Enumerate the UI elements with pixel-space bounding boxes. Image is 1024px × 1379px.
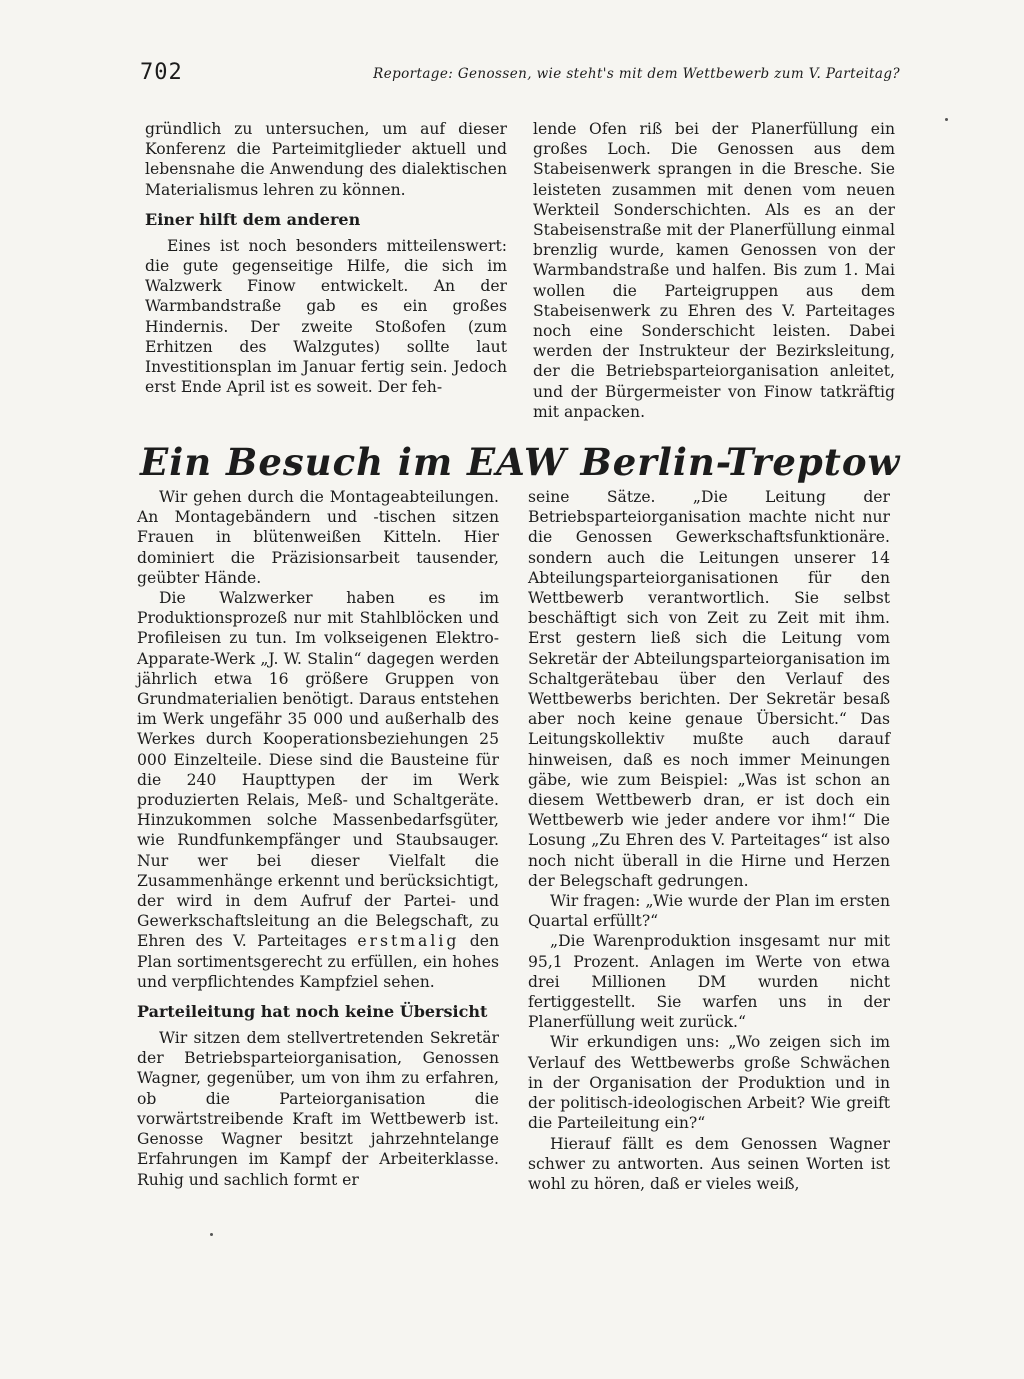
paragraph: Wir sitzen dem stellvertretenden Sekretär der Betriebsparteiorganisation, Genossen Wagner, gegenüber, um von ihm zu erfahren, ob die Parteiorganisation die vorwärtstreibende Kraft im Wettbewerb ist. Genosse Wagner besitzt jahrzehntelange Erfahrungen im Kampf der Arbeiterklasse. Ruhig und sachlich formt er: [137, 1029, 499, 1189]
section-heading: Parteileitung hat noch keine Übersicht: [137, 1002, 488, 1022]
bottom-left-column: [137, 487, 499, 1190]
paragraph: [137, 588, 499, 992]
top-left-column: [145, 119, 507, 397]
running-title: Reportage: Genossen, wie steht's mit dem Wettbewerb zum V. Parteitag?: [373, 66, 900, 82]
paragraph: „Die Warenproduktion insgesamt nur mit 95,1 Prozent. Anlagen im Werte von etwa drei Millionen DM wurden nicht fertiggestellt. Sie warfen uns in der Planerfüllung weit zurück.“: [528, 932, 890, 1032]
paragraph: Eines ist noch besonders mitteilenswert: die gute gegenseitige Hilfe, die sich im Walzwerk Finow entwickelt. An der Warmbandstraße gab es ein großes Hindernis. Der zweite Stoßofen (zum Erhitzen des Walzgutes) sollte laut Investitionsplan im Januar fertig sein. Jedoch erst Ende April ist es soweit. Der feh-: [145, 236, 507, 397]
print-speck: [210, 1233, 213, 1236]
top-right-column: [533, 119, 895, 422]
running-header: [140, 60, 900, 90]
paragraph: seine Sätze. „Die Leitung der Betriebsparteiorganisation machte nicht nur die Genossen Gewerkschaftsfunktionäre. sondern auch die Leitungen unserer 14 Abteilungsparteiorganisationen für den Wettbewerb verantwortlich. Sie selbst beschäftigt sich von Zeit zu Zeit mit ihm. Erst gestern ließ sich die Leitung vom Sekretär der Abteilungsparteiorganisation im Schaltgerätebau über den Verlauf des Wettbewerbs berichten. Der Sekretär besaß aber noch keine genaue Übersicht.“ Das Leitungskollektiv mußte auch darauf hinweisen, daß es noch immer Meinungen gäbe, wie zum Beispiel: „Was ist schon an diesem Wettbewerb dran, er ist doch ein Wettbewerb wie jeder andere vor ihm!“ Die Losung „Zu Ehren des V. Parteitages“ ist also noch nicht überall in die Hirne und Herzen der Belegschaft gedrungen.: [528, 488, 890, 890]
paragraph: Wir fragen: „Wie wurde der Plan im ersten Quartal erfüllt?“: [528, 892, 890, 931]
paragraph: lende Ofen riß bei der Planerfüllung ein großes Loch. Die Genossen aus dem Stabeisenwerk sprangen in die Bresche. Sie leisteten zusammen mit denen vom neuen Werkteil Sonderschichten. Als es an der Stabeisenstraße mit der Planerfüllung einmal brenzlig wurde, kamen Genossen von der Warmbandstraße und halfen. Bis zum 1. Mai wollen die Parteigruppen aus dem Stabeisenwerk zu Ehren des V. Parteitages noch eine Sonderschicht leisten. Dabei werden der Instrukteur der Bezirksleitung, der die Betriebsparteiorganisation anleitet, und der Bürgermeister von Finow tatkräftig mit anpacken.: [533, 120, 895, 421]
bottom-right-column: [528, 487, 890, 1194]
paragraph: Wir erkundigen uns: „Wo zeigen sich im Verlauf des Wettbewerbs große Schwächen in der Organisation der Produktion und in der politisch-ideologischen Arbeit? Wie greift die Parteileitung ein?“: [528, 1033, 890, 1133]
paragraph: Hierauf fällt es dem Genossen Wagner schwer zu antworten. Aus seinen Worten ist wohl zu hören, daß er vieles weiß,: [528, 1134, 890, 1193]
paragraph: gründlich zu untersuchen, um auf dieser Konferenz die Parteimitglieder aktuell und lebensnahe die Anwendung des dialektischen Materialismus lehren zu können.: [145, 120, 507, 199]
emphasized-word: erstmalig: [357, 932, 460, 951]
section-heading: Einer hilft dem anderen: [145, 209, 361, 229]
text-run: den Plan sortimentsgerecht zu erfüllen, ein hohes und verpflichtendes Kampfziel sehen.: [137, 932, 499, 991]
page-number: 702: [140, 60, 183, 85]
article-headline: Ein Besuch im EAW Berlin-Treptow: [140, 440, 901, 484]
print-speck: [945, 118, 948, 121]
paragraph: Wir gehen durch die Montageabteilungen. An Montagebändern und -tischen sitzen Frauen in blütenweißen Kitteln. Hier dominiert die Präzisionsarbeit tausender, geübter Hände.: [137, 488, 499, 587]
text-run: Die Walzwerker haben es im Produktionsprozeß nur mit Stahlblöcken und Profileisen zu tun. Im volkseigenen Elektro-Apparate-Werk „J. W. Stalin“ dagegen werden jährlich etwa 16 größere Gruppen von Grundmaterialien benötigt. Daraus entstehen im Werk ungefähr 35 000 und außerhalb des Werkes durch Kooperationsbeziehungen 25 000 Einzelteile. Diese sind die Bausteine für die 240 Haupttypen der im Werk produzierten Relais, Meß- und Schaltgeräte. Hinzukommen solche Massenbedarfsgüter, wie Rundfunkempfänger und Staubsauger. Nur wer bei dieser Vielfalt die Zusammenhänge erkennt und berücksichtigt, der wird in dem Aufruf der Partei- und Gewerkschaftsleitung an die Belegschaft, zu Ehren des V. Parteitages: [137, 589, 499, 951]
